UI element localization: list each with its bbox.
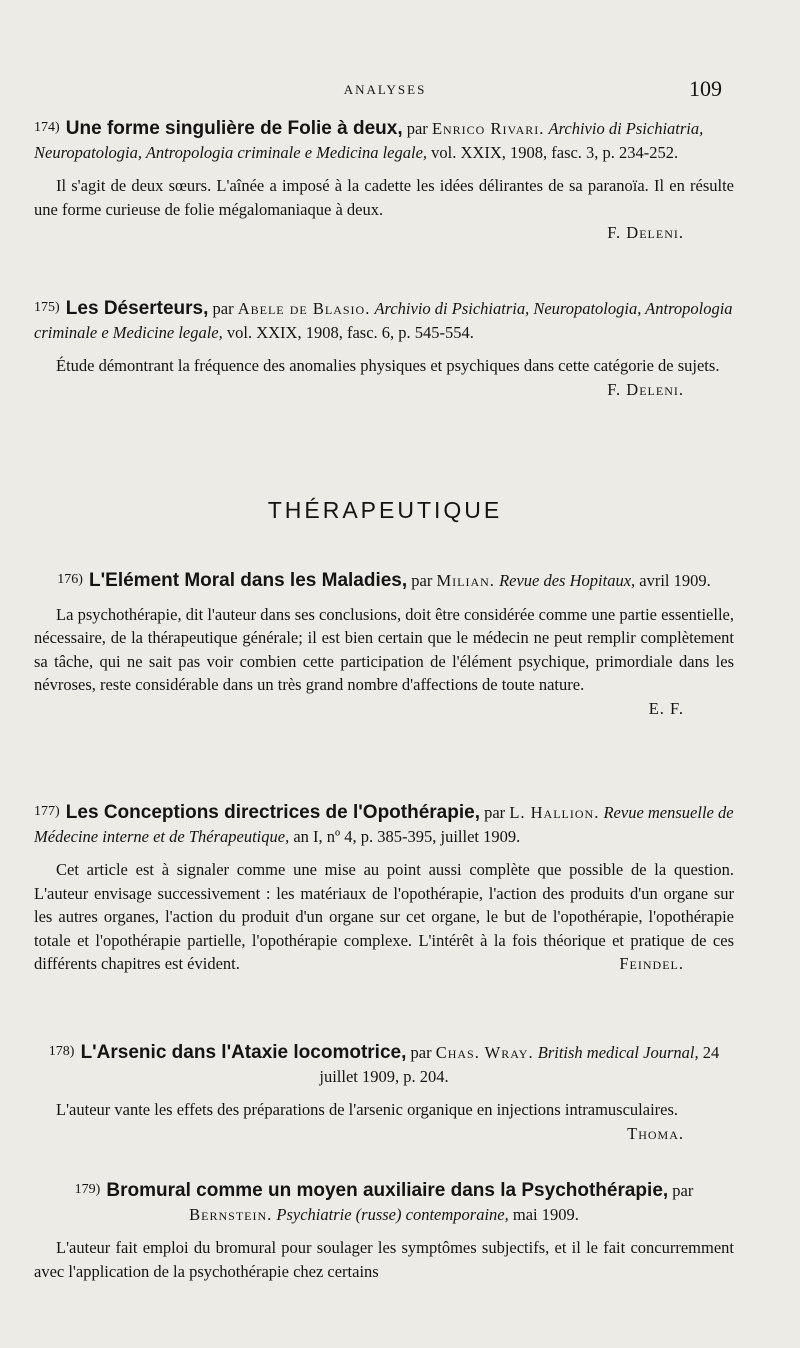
entry-ref: vol. XXIX, 1908, fasc. 3, p. 234-252. xyxy=(431,142,679,162)
entry-number: 175) xyxy=(34,300,60,315)
entry-178 xyxy=(34,1040,734,1145)
entry-177 xyxy=(34,800,734,976)
entry-signature: Feindel. xyxy=(619,954,684,973)
entry-ref: avril 1909. xyxy=(639,571,711,590)
entry-body xyxy=(34,1098,734,1143)
entry-citation xyxy=(34,1178,734,1226)
entry-body: La psychothérapie, dit l'auteur dans ses conclusions, doit être considérée comme une partie essentielle, nécessaire, de la thérapeutique générale; il est bien certain que le médecin ne peut remplir complètement sa tâche, qui ne sait pas voir combien cette participation de l'élément psychique, primordiale dans les névroses, reste considérable dans un très grand nombre d'affections de toute nature. xyxy=(34,604,734,694)
page-number: 109 xyxy=(689,76,722,101)
entry-author: Milian. xyxy=(436,571,495,590)
entry-citation xyxy=(34,800,734,848)
entry-by: par xyxy=(411,571,433,590)
entry-by: par xyxy=(484,803,506,822)
entry-author: L. Hallion. xyxy=(509,803,600,822)
entry-signature: Thoma. xyxy=(627,1123,684,1143)
entry-citation xyxy=(34,296,734,344)
entry-author: Bernstein. xyxy=(189,1204,273,1224)
entry-175 xyxy=(34,296,734,401)
entry-by: par xyxy=(212,299,234,318)
entry-number: 178) xyxy=(48,1044,75,1059)
entry-title: L'Arsenic dans l'Ataxie locomotrice, xyxy=(80,1042,407,1063)
entry-number: 174) xyxy=(34,120,60,135)
entry-number: 177) xyxy=(34,804,60,819)
entry-number: 176) xyxy=(57,572,83,587)
entry-title: Les Conceptions directrices de l'Opothérapie, xyxy=(65,802,480,823)
entry-ref: an I, nº 4, p. 385-395, juillet 1909. xyxy=(293,826,521,846)
section-title: THÉRAPEUTIQUE xyxy=(267,497,503,523)
entry-title: L'Elément Moral dans les Maladies, xyxy=(89,570,408,591)
entry-body xyxy=(34,354,734,399)
entry-body: L'auteur fait emploi du bromural pour soulager les symptômes subjectifs, et il le fait concurremment avec l'application de la psychothérapie chez certains xyxy=(34,1238,734,1281)
entry-citation xyxy=(34,1040,734,1088)
entry-body-text: L'auteur vante les effets des préparations de l'arsenic organique en injections intramusculaires. xyxy=(56,1100,679,1119)
entry-signature: F. Deleni. xyxy=(607,223,684,242)
entry-title: Bromural comme un moyen auxiliaire dans la Psychothérapie, xyxy=(106,1180,669,1201)
entry-author: Abele de Blasio. xyxy=(237,299,371,318)
entry-author: Chas. Wray. xyxy=(435,1043,534,1062)
page-header xyxy=(0,76,800,106)
entry-source: Revue des Hopitaux, xyxy=(499,571,636,590)
entry-ref: mai 1909. xyxy=(512,1204,579,1224)
entry-title: Les Déserteurs, xyxy=(65,298,209,319)
entry-citation xyxy=(34,116,734,164)
entry-174 xyxy=(34,116,734,245)
entry-by: par xyxy=(406,119,428,138)
entry-source: Psychiatrie (russe) contemporaine, xyxy=(276,1204,509,1224)
entry-signature: E. F. xyxy=(648,698,684,718)
entry-by: par xyxy=(672,1181,694,1200)
entry-source: Archivio di Psichiatria, Neuropatologia, Antropologia criminale e Medicina legale, xyxy=(34,119,704,162)
entry-title: Une forme singulière de Folie à deux, xyxy=(65,118,403,139)
entry-ref: vol. XXIX, 1908, fasc. 6, p. 545-554. xyxy=(226,322,474,342)
entry-179 xyxy=(34,1178,734,1283)
entry-author: Enrico Rivari. xyxy=(431,119,545,138)
entry-body xyxy=(34,858,734,976)
entry-source: Archivio di Psichiatria, Neuropatologia, Antropologia criminale e Medicine legale, xyxy=(34,299,733,342)
entry-176 xyxy=(34,568,734,720)
running-title: ANALYSES xyxy=(343,82,427,97)
entry-source: Revue mensuelle de Médecine interne et de Thérapeutique, xyxy=(34,803,734,846)
entry-body-text: Cet article est à signaler comme une mise au point aussi complète que possible de la question. L'auteur envisage successivement : les matériaux de l'opothérapie, l'action des produits d'un organe sur les autres organes, l'action du produit d'un organe sur cet organe, le but de l'opothérapie, l'opothérapie totale et l'opothérapie partielle, l'opothérapie complexe. L'intérêt à la fois théorique et pratique de ces différents chapitres est évident. xyxy=(34,860,734,973)
entry-number: 179) xyxy=(74,1182,101,1197)
entry-body-text: Étude démontrant la fréquence des anomalies physiques et psychiques dans cette catégorie de sujets. xyxy=(56,356,720,375)
entry-ref: 24 juillet 1909, p. 204. xyxy=(319,1043,720,1086)
entry-signature: F. Deleni. xyxy=(607,379,684,399)
entry-body: Il s'agit de deux sœurs. L'aînée a imposé à la cadette les idées délirantes de sa paranoïa. Il en résulte une forme curieuse de folie mégalomaniaque à deux. xyxy=(34,176,734,219)
entry-citation xyxy=(34,568,734,593)
entry-source: British medical Journal, xyxy=(537,1043,699,1062)
entry-by: par xyxy=(410,1043,432,1062)
